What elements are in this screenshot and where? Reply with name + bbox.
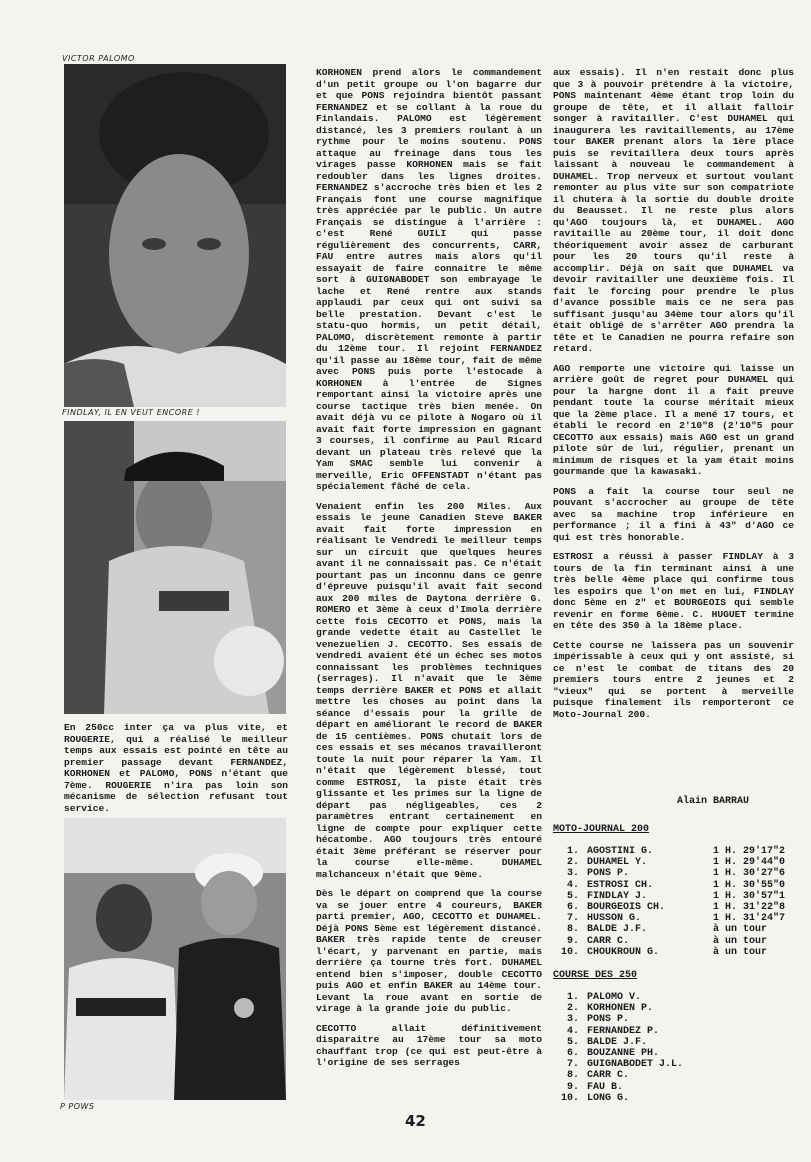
result-name: ESTROSI CH. [587, 879, 654, 891]
result-row [553, 913, 785, 924]
result-time: à un tour [713, 924, 768, 936]
result-time: 1 H. 30'27"6 [713, 868, 786, 880]
article-column-2 [316, 67, 542, 1077]
result-time: 1 H. 29'44"0 [713, 857, 786, 869]
result-pos: 8. [566, 1070, 579, 1082]
result-time: 1 H. 31'22"8 [713, 902, 786, 914]
result-time: 1 H. 31'24"7 [713, 913, 786, 925]
col3-paragraph-5: Cette course ne laissera pas un souvenir impérissable à ceux qui y ont assisté, si ce n'est le combat de titans des 20 premiers tours entre 2 jeunes et 2 "vieux" qui se portent à merveille puisque finalement ils remporteront ce Moto-Journal 200. [553, 639, 794, 720]
result-pos: 6. [566, 1048, 579, 1060]
result-time: à un tour [713, 946, 768, 958]
result-row [553, 947, 785, 958]
col2-paragraph-2: Venaient enfin les 200 Miles. Aux essais le jeune Canadien Steve BAKER avait fait forte impression en réalisant le Vendredi le meilleur temps sur un circuit que quelques heures avant il ne connaissait pas. Ce n'était pourtant pas un inconnu dans ce genre d'épreuve puisqu'il avait fait second aux 200 miles de Daytona derrière G. ROMERO et 3ème à ceux d'Imola derrière cette fois CECOTTO et PONS, mais la grande vedette était au Castellet le venezuelien J. CECOTTO. Ses essais de vendredi avaient été un échec ses motos connaissant les problèmes techniques (serrages). Il n'avait que le 3ème temps derrière BAKER et PONS et allait mettre les choses au point dans la séance d'essais pour la grille de départ en améliorant le record de BAKER de 15 centièmes. PONS chutait lors de ces essais et ses mécanos travailleront toute la nuit pour réparer la Yam. Il n'était que légèrement blessé, tout comme ESTROSI, la piste était très glissante et les primes sur la ligne de départ pas négligeables, ces 2 paramètres entrant certainement en ligne de compte pour expliquer cette hécatombe. AGO toujours très entouré était 3ème préférant se réserver pour la course elle-même. DUHAMEL malchanceux n'était que 9ème. [316, 500, 542, 880]
photo-credit-top: VICTOR PALOMO [62, 54, 135, 63]
author-signature: Alain BARRAU [677, 796, 750, 807]
results-mj200-table [553, 846, 785, 958]
result-pos: 4. [566, 1025, 579, 1037]
result-time: 1 H. 30'57"1 [713, 890, 786, 902]
article-column-3 [553, 67, 794, 728]
page-number: 42 [405, 1112, 426, 1130]
result-pos: 3. [566, 1014, 579, 1026]
result-pos: 3. [566, 868, 579, 880]
result-pos: 10. [560, 1092, 579, 1104]
result-name: FAU B. [587, 1081, 624, 1093]
result-row [553, 924, 785, 935]
result-row [553, 1037, 683, 1048]
col3-paragraph-2: AGO remporte une victoire qui laisse un arrière goût de regret pour DUHAMEL qui pour la hargne dont il a fait preuve pendant toute la course méritait mieux que la 2ème place. Il a mené 17 tours, et établi le record en 2'10"8 (2'10"5 pour CECOTTO aux essais) mais AGO est un grand pilote sûr de lui, régulier, prenant un minimum de risques et la yam était moins gourmande que la kawasaki. [553, 362, 794, 477]
result-name: AGOSTINI G. [587, 846, 654, 857]
result-pos: 2. [566, 857, 579, 869]
result-name: PONS P. [587, 868, 630, 880]
results-mj200-title: MOTO-JOURNAL 200 [553, 824, 650, 835]
result-pos: 5. [566, 1036, 579, 1048]
result-row [553, 1026, 683, 1037]
result-name: GUIGNABODET J.L. [587, 1059, 684, 1071]
photo-portrait-palomo [64, 64, 286, 407]
result-row [553, 902, 785, 913]
col3-paragraph-3: PONS a fait la course tour seul ne pouvant s'accrocher au groupe de tête avec sa machine trop inférieure en performance ; il a fini à 43" d'AGO ce qui est très honorable. [553, 485, 794, 543]
col2-paragraph-1: KORHONEN prend alors le commandement d'un petit groupe ou l'on bagarre dur et que PONS rejoindra bientôt passant FERNANDEZ et se collant à la roue du Finlandais. PALOMO est légèrement distancé, les 3 premiers roulant à un rythme pour le moins soutenu. PONS attaque au freinage dans tous les virages passe KORHONEN mais se fait redoubler dans les lignes droites. FERNANDEZ s'accroche très bien et les 2 Français font une course magnifique très appréciée par le public. Un autre Français se distingue à l'arrière : c'est René GUILI qui passe régulièrement des concurrents, CARR, FAU entre autres mais alors qu'il essayait de faire connaitre le même sort à GUIGNABODET son embrayage le lache et René rentre aux stands applaudi par ceux qui ont suivi sa belle prestation. Devant c'est le statu-quo hormis, un petit détail, PALOMO, discrètement remonte à partir du 12ème tour. Il rejoint FERNANDEZ qu'il passe au 18ème tour, fait de même avec PONS puis porte l'estocade à KORHONEN à l'entrée de Signes remportant ainsi la victoire après une course tactique très bien menée. On avait déjà vu ce pilote à Nogaro où il avait fait forte impression en gagnant 3 courses, il confirme au Paul Ricard devant un plateau très relevé que la Yam SMAC semble lui convenir à merveille, Eric OFFENSTADT n'étant pas spécialement fâché de cela. [316, 67, 542, 492]
result-pos: 2. [566, 1003, 579, 1015]
result-pos: 9. [566, 935, 579, 947]
result-row [553, 992, 683, 1003]
photo-rider-official [64, 818, 286, 1100]
result-name: BOUZANNE PH. [587, 1048, 660, 1060]
result-pos: 1. [566, 846, 579, 857]
result-pos: 5. [566, 890, 579, 902]
result-row [553, 846, 785, 857]
result-row [553, 1082, 683, 1093]
result-name: PALOMO V. [587, 992, 642, 1003]
result-name: BOURGEOIS CH. [587, 902, 666, 914]
result-name: KORHONEN P. [587, 1003, 654, 1015]
result-row [553, 1048, 683, 1059]
result-row [553, 891, 785, 902]
result-name: LONG G. [587, 1092, 630, 1104]
result-time: à un tour [713, 935, 768, 947]
results-250-title: COURSE DES 250 [553, 970, 638, 981]
result-row [553, 1070, 683, 1081]
result-name: DUHAMEL Y. [587, 857, 648, 869]
result-pos: 6. [566, 902, 579, 914]
result-row [553, 880, 785, 891]
result-name: HUSSON G. [587, 913, 642, 925]
col2-paragraph-4: CECOTTO allait définitivement disparaitre au 17ème tour sa moto chauffant trop (ce qui est peut-être à l'origine de ses serrages [316, 1022, 542, 1068]
results-250-table [553, 992, 683, 1104]
result-name: BALDE J.F. [587, 924, 648, 936]
result-pos: 10. [560, 946, 579, 958]
photo-findlay [64, 421, 286, 714]
result-row [553, 1014, 683, 1025]
result-name: FERNANDEZ P. [587, 1025, 660, 1037]
result-row [553, 1093, 683, 1104]
result-name: FINDLAY J. [587, 890, 648, 902]
result-row [553, 1059, 683, 1070]
result-name: BALDE J.F. [587, 1036, 648, 1048]
col3-paragraph-1: aux essais). Il n'en restait donc plus que 3 à pouvoir prétendre à la victoire, PONS maintenant 4ème étant trop loin du groupe de tête, et il allait falloir songer à ravitailler. C'est DUHAMEL qui inaugurera les ravitaillements, au 17ème tour BAKER prenant alors la 1ère place puis se revitaillera deux tours après laissant à nouveau le commandement à DUHAMEL. Trop nerveux et surtout voulant remonter au plus vite sur son compatriote il chutera à la sortie du double droite du Beausset. Il ne reste plus alors qu'AGO toujours là, et DUHAMEL. AGO ravitaille au 20ème tour, il doit donc théoriquement avoir assez de carburant pour les 20 tours qu'il reste à accomplir. Déjà on sait que DUHAMEL va devoir ravitailler une deuxième fois. Il fait le forcing pour prendre le plus d'avance possible mais ce ne sera pas suffisant jusqu'au 34ème tour alors qu'il était obligé de s'arrêter AGO prendra la tête et le Canadien ne pourra refaire son retard. [553, 67, 794, 354]
result-time: 1 H. 30'55"0 [713, 879, 786, 891]
photo-credit-middle: FINDLAY, IL EN VEUT ENCORE ! [62, 408, 201, 417]
result-row [553, 868, 785, 879]
result-pos: 7. [566, 1059, 579, 1071]
result-row [553, 1003, 683, 1014]
col2-paragraph-3: Dès le départ on comprend que la course va se jouer entre 4 coureurs, BAKER parti premier, AGO, CECOTTO et DUHAMEL. Déjà PONS 5ème est légèrement distancé. BAKER très rapide tente de creuser l'écart, y parvenant en partie, mais derrière ça tourne très fort. DUHAMEL entend bien s'imposer, double CECOTTO puis AGO et enfin BAKER au 14ème tour. Levant la roue avant en sortie de virage à la grande joie du public. [316, 888, 542, 1014]
result-name: CARR C. [587, 935, 630, 947]
result-pos: 8. [566, 924, 579, 936]
photo-credit-bottom: P POWS [60, 1102, 95, 1111]
col3-paragraph-4: ESTROSI a réussi à passer FINDLAY à 3 tours de la fin terminant ainsi à une très belle 4ème place qui confirme tous les espoirs que l'on met en lui, FINDLAY donc 5ème en 2" et BOURGEOIS qui semble revenir en forme 6ème. C. HUGUET termine en tête des 350 à la 18ème place. [553, 551, 794, 631]
result-pos: 9. [566, 1081, 579, 1093]
result-name: PONS P. [587, 1014, 630, 1026]
result-pos: 4. [566, 879, 579, 891]
result-row [553, 857, 785, 868]
result-pos: 7. [566, 913, 579, 925]
photo-caption-250cc: En 250cc inter ça va plus vite, et ROUGERIE, qui a réalisé le meilleur temps aux essais est pointé en tête au premier passage devant FERNANDEZ, KORHONEN et PALOMO, PONS n'étant que 7ème. ROUGERIE n'ira pas loin son mécanisme de sélection refusant tout service. [64, 722, 288, 814]
result-row [553, 936, 785, 947]
result-name: CARR C. [587, 1070, 630, 1082]
result-name: CHOUKROUN G. [587, 946, 660, 958]
result-time: 1 H. 29'17"2 [713, 846, 786, 857]
result-pos: 1. [566, 992, 579, 1003]
